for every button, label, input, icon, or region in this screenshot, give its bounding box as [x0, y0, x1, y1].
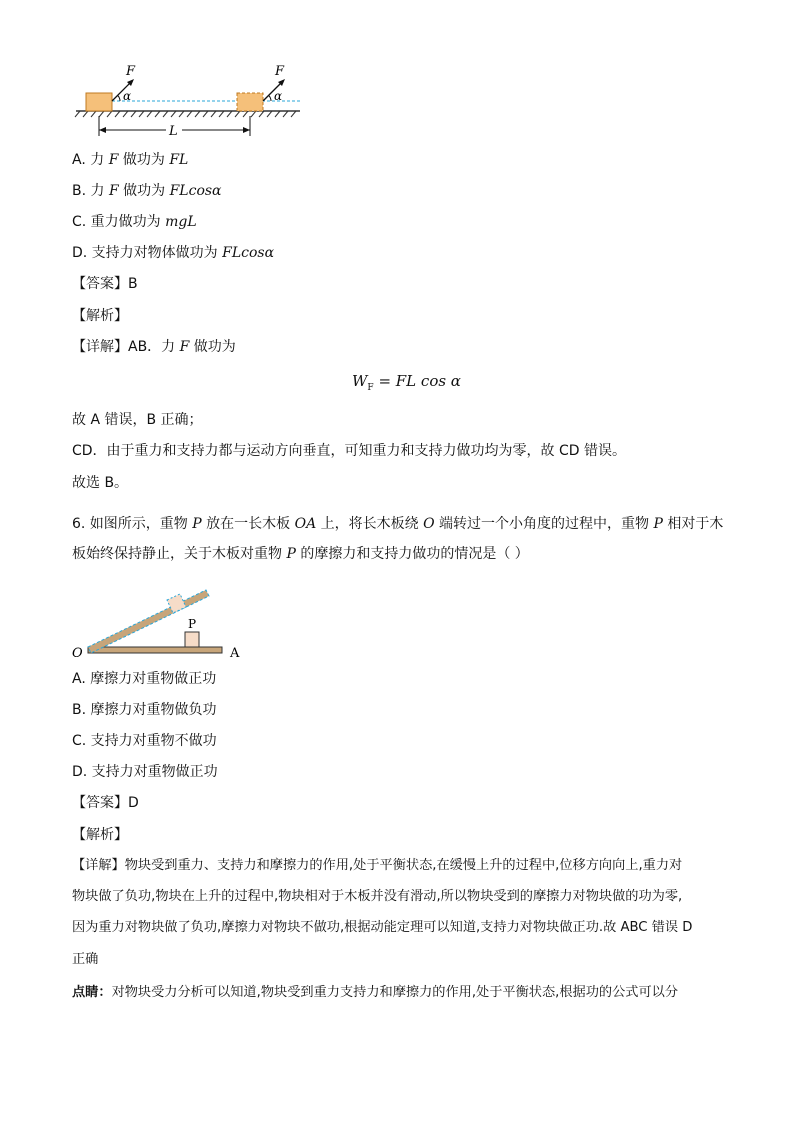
q5-option-c — [72, 212, 197, 232]
q5-conclusion: 故 A 错误，B 正确； — [72, 412, 203, 428]
q6-stem-var: P — [653, 516, 663, 532]
angle-label-right: α — [274, 89, 283, 103]
work-formula — [352, 372, 461, 393]
q5-option-a-var: F — [108, 152, 119, 168]
q6-stem-part: 端转过一个小角度的过程中，重物 — [434, 516, 654, 532]
q5-option-b-prefix: B. 力 — [72, 183, 109, 199]
q6-detail-line-4: 正确 — [72, 952, 99, 967]
q6-answer: 【答案】D — [72, 795, 139, 811]
q6-option-d: D. 支持力对重物做正功 — [72, 764, 218, 780]
q6-detail-line-2: 物块做了负功,物块在上升的过程中,物块相对于木板并没有滑动,所以物块受到的摩擦力对物块做的功为零, — [72, 889, 683, 904]
q5-option-d-prefix: D. 支持力对物体做功为 — [72, 245, 223, 261]
q6-comment-text: 对物块受力分析可以知道,物块受到重力支持力和摩擦力的作用,处于平衡状态,根据功的公式可以分 — [111, 985, 679, 1000]
q6-comment-label: 点睛： — [72, 985, 112, 1000]
q6-stem-part: 的摩擦力和支持力做功的情况是（ ） — [295, 546, 529, 562]
q6-option-c: C. 支持力对重物不做功 — [72, 733, 217, 749]
block-start — [86, 93, 112, 111]
q6-stem-part: 板始终保持静止，关于木板对重物 — [72, 546, 287, 562]
q6-stem-part: 上，将长木板绕 — [316, 516, 424, 532]
q6-stem-part: 6. 如图所示，重物 — [72, 516, 193, 532]
q5-option-b-expr: FLcosα — [169, 183, 222, 199]
q6-detail-line-1: 【详解】物块受到重力、支持力和摩擦力的作用,处于平衡状态,在缓慢上升的过程中,位移方向向上,重力对 — [72, 858, 683, 873]
q5-detail-line — [72, 337, 236, 357]
dimension-arrow-right — [243, 127, 250, 133]
q5-option-a-mid: 做功为 — [118, 152, 170, 168]
q5-option-d — [72, 243, 274, 263]
q5-option-b-mid: 做功为 — [118, 183, 170, 199]
force-label-right: F — [275, 64, 285, 79]
q5-option-a-prefix: A. 力 — [72, 152, 109, 168]
q5-option-c-prefix: C. 重力做功为 — [72, 214, 166, 230]
force-label-left: F — [126, 64, 136, 79]
label-o: O — [72, 646, 83, 661]
q5-option-d-expr: FLcosα — [222, 245, 275, 261]
block-end — [237, 93, 263, 111]
formula-subscript: F — [367, 383, 374, 393]
angle-arc-left — [118, 95, 120, 101]
q6-stem-part: 放在一长木板 — [201, 516, 295, 532]
q5-detail-prefix: 【详解】AB．力 — [72, 339, 180, 355]
q5-option-c-expr: mgL — [165, 214, 197, 230]
block-p — [185, 632, 199, 647]
dimension-arrow-left — [99, 127, 106, 133]
formula-lhs: W — [352, 372, 368, 390]
q6-detail-line-3: 因为重力对物块做了负功,摩擦力对物块不做功,根据动能定理可以知道,支持力对物块做正功.故 ABC 错误 D — [72, 920, 693, 935]
q6-stem-part: 相对于木 — [662, 516, 724, 532]
q5-answer: 【答案】B — [72, 276, 138, 292]
q6-stem-line1 — [72, 514, 723, 534]
q5-option-a-expr: FL — [169, 152, 189, 168]
formula-rhs: = FL cos α — [373, 372, 461, 390]
q6-option-a: A. 摩擦力对重物做正功 — [72, 671, 217, 687]
q5-choose: 故选 B。 — [72, 475, 129, 491]
q5-option-a — [72, 150, 188, 170]
q6-stem-var: P — [286, 546, 296, 562]
q6-stem-var: P — [192, 516, 202, 532]
label-a: A — [230, 646, 240, 661]
inclined-board-diagram — [66, 580, 256, 665]
distance-label: L — [169, 124, 178, 139]
q5-detail-var: F — [179, 339, 190, 355]
q6-analysis-heading: 【解析】 — [72, 827, 128, 843]
label-p: P — [188, 617, 197, 631]
q6-option-b: B. 摩擦力对重物做负功 — [72, 702, 217, 718]
angle-label-left: α — [123, 89, 132, 103]
q5-detail-suffix: 做功为 — [189, 339, 236, 355]
board-horizontal — [88, 647, 222, 653]
q5-analysis-heading: 【解析】 — [72, 308, 128, 324]
q6-comment — [72, 983, 678, 1003]
q5-option-b — [72, 181, 222, 201]
q6-stem-var: O — [423, 516, 435, 532]
q6-stem-var: OA — [294, 516, 317, 532]
q5-cd-explanation: CD．由于重力和支持力都与运动方向垂直，可知重力和支持力做功均为零，故 CD 错误。 — [72, 443, 627, 459]
angle-arc-right — [269, 95, 271, 101]
q6-stem-line2 — [72, 544, 529, 564]
force-diagram — [70, 60, 310, 145]
q5-option-b-var: F — [108, 183, 119, 199]
ground-hatching — [75, 111, 296, 117]
